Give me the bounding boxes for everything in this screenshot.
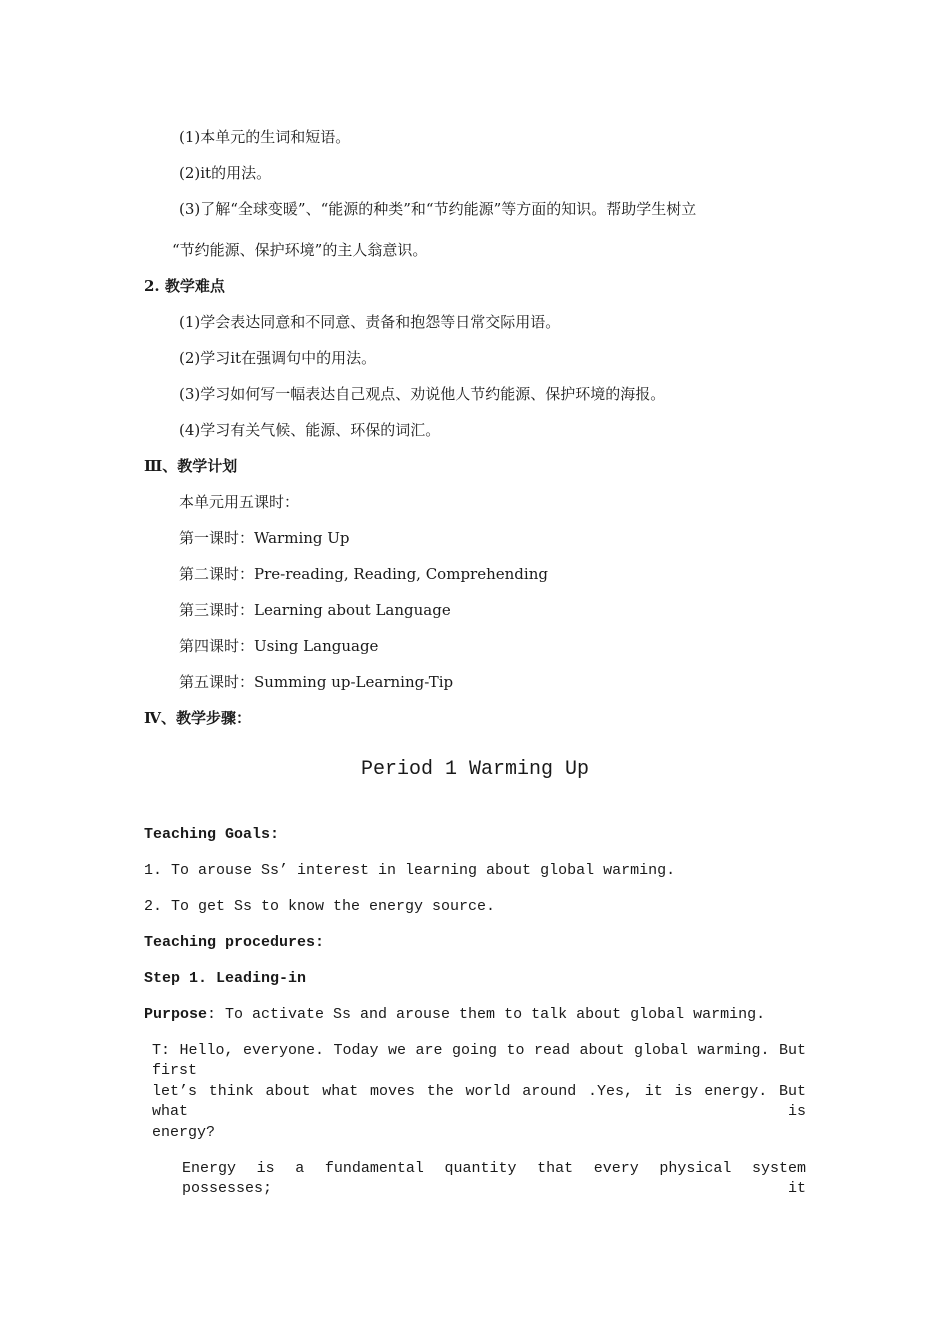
plan-item-5: 第五课时：Summing up-Learning-Tip [179, 673, 454, 691]
goal-item-2: 2. To get Ss to know the energy source. [144, 898, 496, 915]
difficulty-item-3: (3)学习如何写一幅表达自己观点、劝说他人节约能源、保护环境的海报。 [179, 385, 666, 403]
dialog-line-2: let’s think about what moves the world around .Yes, it is energy. But what is [152, 1083, 806, 1120]
period-title: Period 1 Warming Up [360, 758, 590, 781]
goals-heading: Teaching Goals: [144, 826, 280, 843]
objective-item-2: (2)it的用法。 [179, 164, 272, 182]
objective-item-4: “节约能源、保护环境”的主人翁意识。 [172, 241, 428, 259]
difficulty-item-4: (4)学习有关气候、能源、环保的词汇。 [179, 421, 441, 439]
difficulties-heading: 2. 教学难点 [144, 277, 225, 295]
objective-item-3: (3)了解“全球变暖”、“能源的种类”和“节约能源”等方面的知识。帮助学生树立 [179, 200, 697, 218]
plan-item-4: 第四课时：Using Language [179, 637, 379, 655]
purpose-line [144, 1005, 765, 1025]
plan-item-1: 第一课时：Warming Up [179, 529, 350, 547]
goal-item-1: 1. To arouse Ss’ interest in learning about global warming. [144, 862, 676, 879]
steps-heading: Ⅳ、教学步骤： [144, 709, 252, 727]
difficulty-item-1: (1)学会表达同意和不同意、责备和抱怨等日常交际用语。 [179, 313, 561, 331]
plan-item-3: 第三课时：Learning about Language [179, 601, 451, 619]
procedures-heading: Teaching procedures: [144, 934, 325, 951]
plan-item-2: 第二课时：Pre-reading, Reading, Comprehending [179, 565, 548, 583]
objective-item-1: (1)本单元的生词和短语。 [179, 128, 351, 146]
dialog-line-1: T: Hello, everyone. Today we are going to read about global warming. But first [152, 1042, 806, 1079]
plan-heading: Ⅲ、教学计划 [144, 457, 238, 475]
difficulty-item-2: (2)学习it在强调句中的用法。 [179, 349, 377, 367]
step1-heading: Step 1. Leading-in [144, 970, 307, 987]
plan-intro: 本单元用五课时： [179, 493, 300, 511]
purpose-text: : To activate Ss and arouse them to talk about global warming. [207, 1006, 766, 1023]
energy-line: Energy is a fundamental quantity that every physical system possesses; it [182, 1160, 806, 1197]
purpose-label: Purpose [144, 1006, 208, 1023]
dialog-line-3: energy? [152, 1124, 216, 1141]
